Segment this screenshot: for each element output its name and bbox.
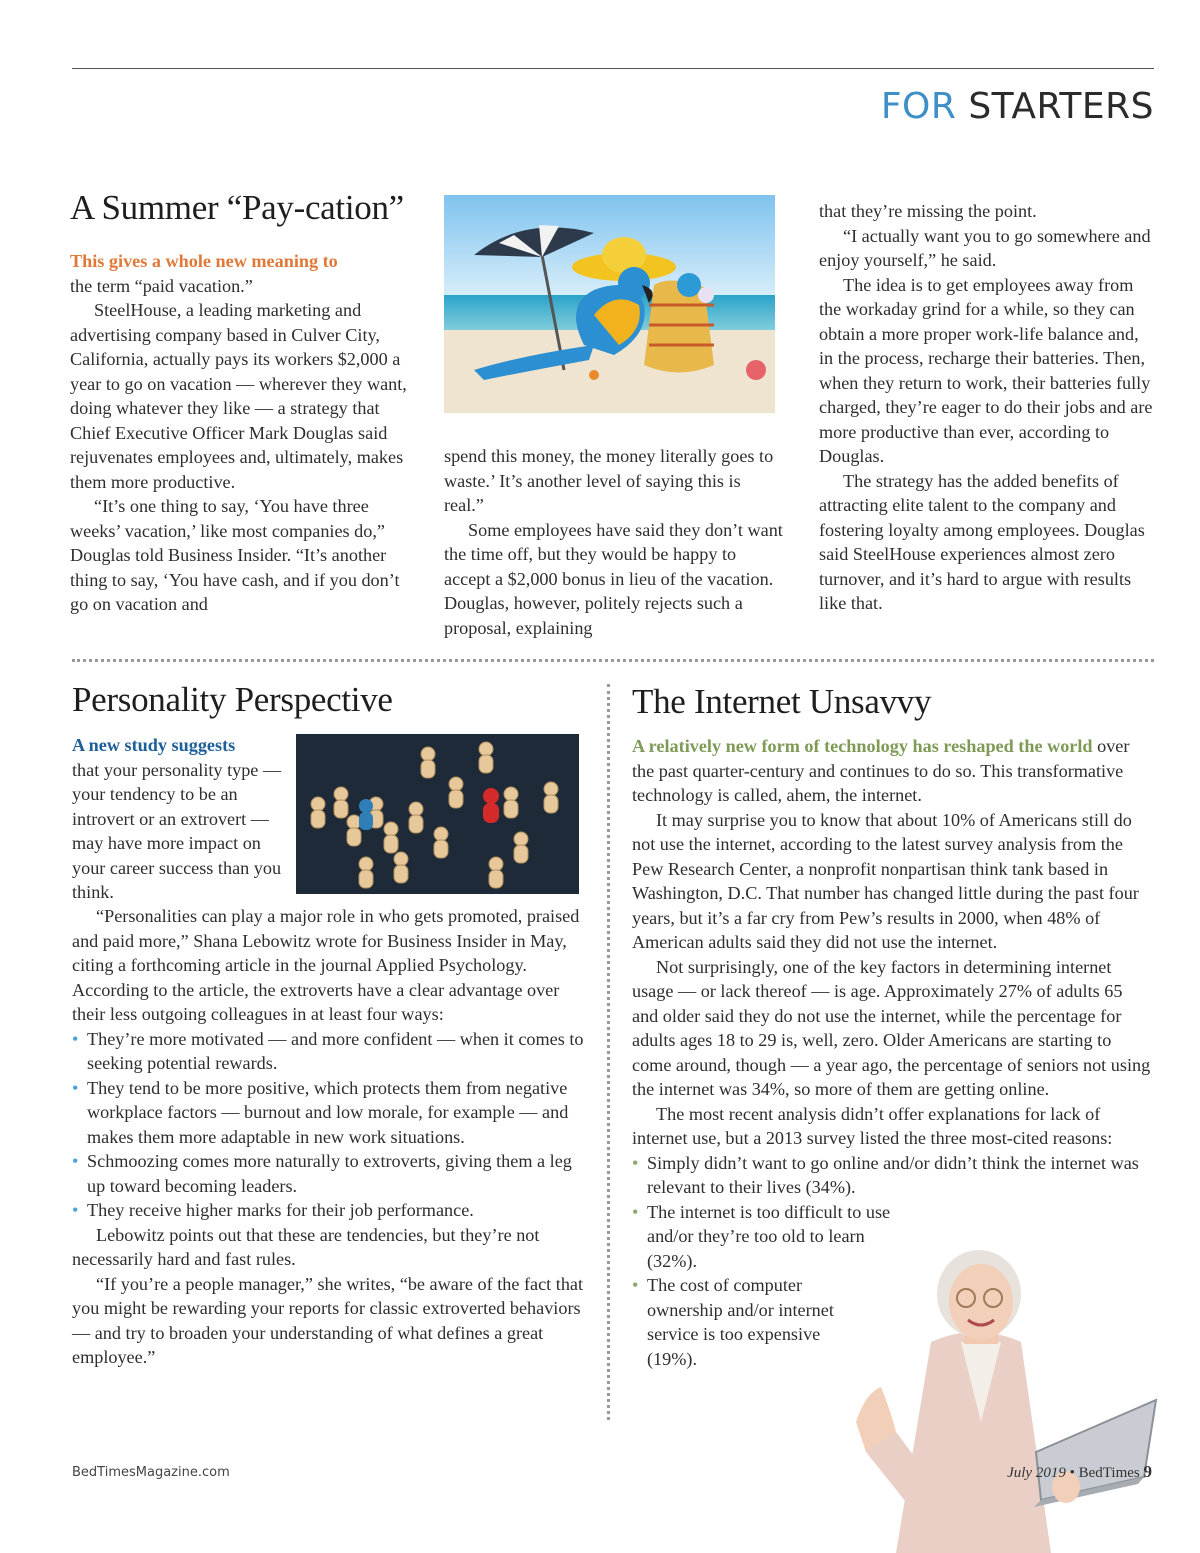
article3-lead-rest: over the past quarter-century and continues to do so. This transformative technology is called, ahem, the internet. — [632, 736, 1130, 805]
parrot-illustration — [444, 195, 775, 413]
article2-lead: A new study suggests — [72, 735, 236, 755]
article1-col3-p2: “I actually want you to go somewhere and enjoy yourself,” he said. — [819, 225, 1151, 270]
article1-col2 — [444, 444, 784, 640]
list-item: • They’re more motivated — and more confident — when it comes to seeking potential rewards. — [72, 1027, 584, 1076]
article1-col3-p3: The idea is to get employees away from the workaday grind for a while, so they can obtain a more proper work-life balance and, in the process, recharge their batteries. Then, when they return to work, their batteries fully charged, they’re eager to do their jobs and are more productive than ever, according to Douglas. — [819, 274, 1153, 466]
footer-page-number: 9 — [1143, 1462, 1152, 1481]
list-item: • The internet is too difficult to use and/or they’re too old to learn (32%). — [632, 1200, 912, 1274]
footer-site: BedTimesMagazine.com — [72, 1465, 230, 1480]
section-divider-vertical — [607, 684, 610, 1420]
footer-date: July 2019 — [1007, 1465, 1066, 1481]
article2-p3: Lebowitz points out that these are tendencies, but they’re not necessarily hard and fast rules. — [72, 1224, 540, 1269]
article1-intro — [70, 249, 410, 298]
footer-magazine: BedTimes — [1078, 1465, 1140, 1481]
figurines-illustration — [296, 734, 579, 894]
article3-p3: Not surprisingly, one of the key factors in determining internet usage — or lack thereof — is age. Approximately 27% of adults 65 and older said they do not use the internet, while the percentage for adults ages 18 to 29 is, well, zero. Older Americans are starting to come around, though — a year ago, the percentage of seniors not using the internet was 34%, so more of them are getting online. — [632, 956, 1151, 1099]
article1-col1 — [70, 249, 410, 617]
article2-intro-col — [72, 733, 284, 905]
section-header-a: FOR — [880, 86, 957, 127]
figurines-photo — [296, 734, 579, 894]
section-header-b: STARTERS — [968, 86, 1154, 127]
article3-title: The Internet Unsavvy — [632, 682, 932, 721]
article1-title: A Summer “Pay-cation” — [70, 188, 404, 227]
senior-woman-illustration — [836, 1222, 1166, 1553]
section-divider-horizontal — [72, 659, 1154, 662]
article1-col3-p4: The strategy has the added benefits of attracting elite talent to the company and fostering loyalty among employees. Douglas said SteelHouse experiences almost zero turnover, and it’s hard to argue with results like that. — [819, 470, 1145, 613]
article1-col3-p1: that they’re missing the point. — [819, 201, 1037, 221]
article2-title: Personality Perspective — [72, 680, 393, 719]
article3-p4: The most recent analysis didn’t offer explanations for lack of internet use, but a 2013 survey listed the three most-cited reasons: — [632, 1103, 1113, 1148]
list-item: • They tend to be more positive, which protects them from negative workplace factors — burnout and low morale, for example — and makes them more adaptable in new work situations. — [72, 1076, 584, 1150]
top-rule — [72, 68, 1154, 69]
list-item: • The cost of computer ownership and/or internet service is too expensive (19%). — [632, 1273, 862, 1371]
list-item: • Schmoozing comes more naturally to extroverts, giving them a leg up toward becoming leaders. — [72, 1149, 584, 1198]
article1-col2-p1: spend this money, the money literally goes to waste.’ It’s another level of saying this is real.” — [444, 446, 774, 515]
article2-p4: “If you’re a people manager,” she writes, “be aware of the fact that you might be rewarding your reports for classic extroverted behaviors — and try to broaden your understanding of what defines a great employee.” — [72, 1273, 584, 1367]
article2-bullet-list — [72, 1027, 584, 1223]
parrot-beach-photo — [444, 195, 775, 413]
article1-lead-rest: the term “paid vacation.” — [70, 275, 253, 296]
article1-lead: This gives a whole new meaning to — [70, 251, 338, 271]
senior-woman-laptop-photo — [836, 1222, 1166, 1553]
list-item: • They receive higher marks for their job performance. — [72, 1198, 584, 1223]
article1-p2: SteelHouse, a leading marketing and advertising company based in Culver City, California, actually pays its workers $2,000 a year to go on vacation — wherever they want, doing whatever they like — a strategy that Chief Executive Officer Mark Douglas said rejuvenates employees and, ultimately, makes them more productive. — [70, 300, 407, 492]
article2-intro — [72, 733, 284, 905]
list-item: • Simply didn’t want to go online and/or didn’t think the internet was relevant to their lives (34%). — [632, 1151, 1152, 1200]
footer-separator: • — [1069, 1465, 1075, 1481]
article2-body — [72, 904, 584, 1370]
footer-folio — [1007, 1462, 1152, 1482]
article3-lead: A relatively new form of technology has reshaped the world — [632, 736, 1093, 756]
article1-p3: “It’s one thing to say, ‘You have three weeks’ vacation,’ like most companies do,” Douglas told Business Insider. “It’s another thing to say, ‘You have cash, and if you don’t go on vacation and — [70, 496, 400, 614]
article2-intro-text: that your personality type — your tendency to be an introvert or an extrovert — may have more impact on your career success than you think. — [72, 759, 282, 902]
article3-intro — [632, 734, 1152, 808]
section-header — [881, 86, 1154, 127]
article1-col3 — [819, 199, 1157, 616]
article2-p2: “Personalities can play a major role in who gets promoted, praised and paid more,” Shana Lebowitz wrote for Business Insider in May, citing a forthcoming article in the journal Applied Psychology. According to the article, the extroverts have a clear advantage over their less outgoing colleagues in at least four ways: — [72, 906, 580, 1024]
article1-col2-p2: Some employees have said they don’t want the time off, but they would be happy to accept a $2,000 bonus in lieu of the vacation. Douglas, however, politely rejects such a proposal, explaining — [444, 519, 783, 638]
article3-p2: It may surprise you to know that about 10% of Americans still do not use the internet, according to the latest survey analysis from the Pew Research Center, a nonprofit nonpartisan think tank based in Washington, D.C. That number has changed little during the past four years, but it’s a far cry from Pew’s results in 2000, when 48% of American adults said they did not use the internet. — [632, 809, 1139, 952]
